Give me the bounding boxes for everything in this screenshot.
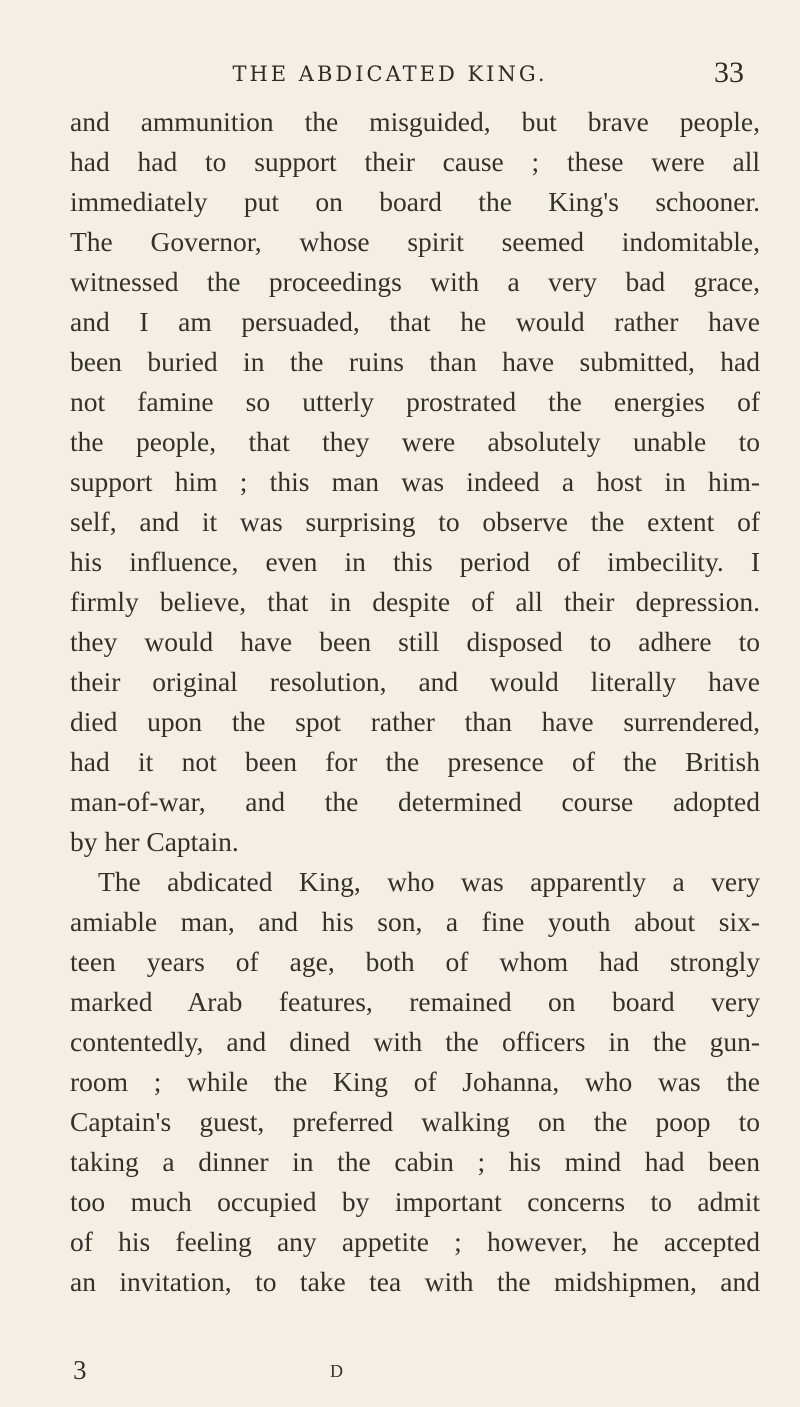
- body-text: [70, 102, 760, 1302]
- text-line: Captain's guest, preferred walking on the poop to: [70, 1106, 760, 1137]
- running-head: [0, 56, 800, 96]
- text-line: support him ; this man was indeed a host in him-: [70, 466, 760, 497]
- text-line: immediately put on board the King's schooner.: [70, 186, 760, 217]
- text-line: his influence, even in this period of imbecility. I: [70, 546, 760, 577]
- text-line: marked Arab features, remained on board very: [70, 986, 760, 1017]
- text-line: not famine so utterly prostrated the energies of: [70, 386, 760, 417]
- text-line: an invitation, to take tea with the midshipmen, and: [70, 1266, 760, 1297]
- text-line: contentedly, and dined with the officers in the gun-: [70, 1026, 760, 1057]
- text-line: of his feeling any appetite ; however, he accepted: [70, 1226, 760, 1257]
- text-line: witnessed the proceedings with a very bad grace,: [70, 266, 760, 297]
- text-line: and I am persuaded, that he would rather have: [70, 306, 760, 337]
- text-line: room ; while the King of Johanna, who was the: [70, 1066, 760, 1097]
- text-line: died upon the spot rather than have surrendered,: [70, 706, 760, 737]
- text-line: had had to support their cause ; these were all: [70, 146, 760, 177]
- text-line: The abdicated King, who was apparently a very: [98, 866, 760, 897]
- text-line: firmly believe, that in despite of all their depression.: [70, 586, 760, 617]
- text-line: man-of-war, and the determined course adopted: [70, 786, 760, 817]
- text-line: self, and it was surprising to observe the extent of: [70, 506, 760, 537]
- text-line: and ammunition the misguided, but brave people,: [70, 106, 760, 137]
- text-line: too much occupied by important concerns to admit: [70, 1186, 760, 1217]
- text-line: teen years of age, both of whom had strongly: [70, 946, 760, 977]
- text-line: amiable man, and his son, a fine youth about six-: [70, 906, 760, 937]
- signature-row: [0, 1355, 800, 1395]
- text-line: been buried in the ruins than have submitted, had: [70, 346, 760, 377]
- running-title: THE ABDICATED KING.: [232, 62, 548, 86]
- text-line: by her Captain.: [70, 826, 239, 857]
- text-line: taking a dinner in the cabin ; his mind had been: [70, 1146, 760, 1177]
- text-line: had it not been for the presence of the British: [70, 746, 760, 777]
- text-line: they would have been still disposed to adhere to: [70, 626, 760, 657]
- text-line: the people, that they were absolutely unable to: [70, 426, 760, 457]
- text-line: The Governor, whose spirit seemed indomitable,: [70, 226, 760, 257]
- signature-letter: D: [330, 1361, 343, 1381]
- page-number: 33: [714, 56, 744, 89]
- signature-number: 3: [73, 1355, 87, 1385]
- text-line: their original resolution, and would literally have: [70, 666, 760, 697]
